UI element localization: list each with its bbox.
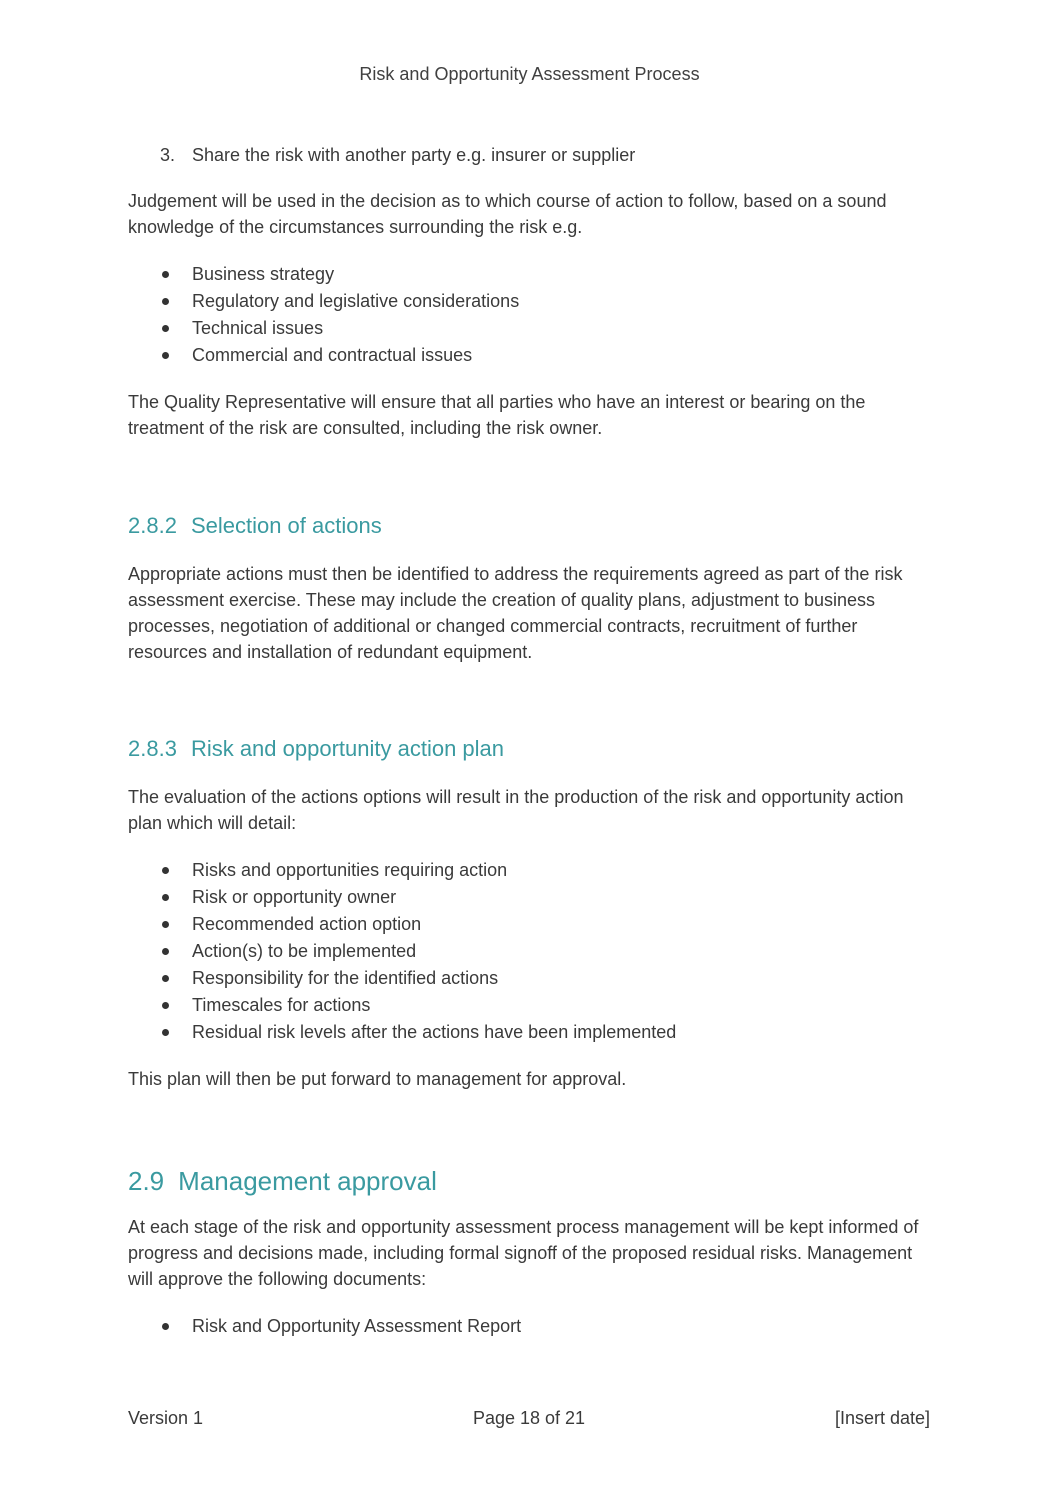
approval-intro-paragraph: This plan will then be put forward to management for approval. [128, 1069, 627, 1089]
bullet-icon [128, 342, 192, 369]
bullet-icon [128, 884, 192, 911]
heading-title: Management approval [178, 1166, 437, 1196]
footer-date: [Insert date] [834, 1408, 930, 1428]
action-plan-paragraph: The evaluation of the actions options will result in the production of the risk and opportunity action plan which will detail: [128, 787, 904, 833]
bullet-icon [128, 1313, 192, 1340]
list-item: Risks and opportunities requiring action [128, 857, 930, 884]
bullet-icon [128, 315, 192, 342]
list-item: Technical issues [128, 315, 930, 342]
bullet-icon [128, 992, 192, 1019]
list-item: Residual risk levels after the actions have been implemented [128, 1019, 930, 1046]
section-heading-2-8-3 [128, 734, 930, 764]
bullet-icon [128, 261, 192, 288]
judgement-paragraph: Judgement will be used in the decision as to which course of action to follow, based on a sound knowledge of the circumstances surrounding the risk e.g. [128, 191, 887, 237]
heading-title: Selection of actions [190, 513, 382, 538]
list-number: 3. [160, 145, 176, 165]
bullet-icon [128, 1019, 192, 1046]
heading-number: 2.8.2 [128, 513, 177, 538]
approval-documents-list [128, 1313, 930, 1340]
bullet-icon [128, 938, 192, 965]
list-item: Regulatory and legislative considerations [128, 288, 930, 315]
action-plan-list [128, 857, 930, 1046]
list-item: Business strategy [128, 261, 930, 288]
management-paragraph: At each stage of the risk and opportunity assessment process management will be kept informed of progress and decisions made, including formal signoff of the proposed residual risks. Management will approve the following documents: [128, 1217, 919, 1289]
quality-paragraph: The Quality Representative will ensure that all parties who have an interest or bearing on the treatment of the risk are consulted, including the risk owner. [128, 392, 866, 438]
footer-page-number: Page 18 of 21 [472, 1408, 586, 1428]
list-item: Timescales for actions [128, 992, 930, 1019]
page-content [128, 142, 930, 1340]
selection-paragraph: Appropriate actions must then be identified to address the requirements agreed as part of the risk assessment exercise. These may include the creation of quality plans, adjustment to business processes, negotiation of additional or changed commercial contracts, recruitment of further resources and installation of redundant equipment. [128, 564, 903, 662]
list-item: Action(s) to be implemented [128, 938, 930, 965]
list-item: Responsibility for the identified actions [128, 965, 930, 992]
section-heading-2-8-2 [128, 511, 930, 541]
page-footer [128, 1408, 930, 1436]
list-item-text: Share the risk with another party e.g. insurer or supplier [192, 145, 636, 165]
bullet-icon [128, 288, 192, 315]
list-item: Recommended action option [128, 911, 930, 938]
bullet-icon [128, 965, 192, 992]
document-title: Risk and Opportunity Assessment Process [359, 64, 700, 84]
bullet-icon [128, 857, 192, 884]
section-heading-2-9 [128, 1164, 930, 1198]
list-item: Risk or opportunity owner [128, 884, 930, 911]
considerations-list [128, 261, 930, 369]
numbered-list-item [160, 142, 930, 168]
heading-title: Risk and opportunity action plan [190, 736, 505, 761]
heading-number: 2.8.3 [128, 736, 177, 761]
bullet-icon [128, 911, 192, 938]
list-item: Risk and Opportunity Assessment Report [128, 1313, 930, 1340]
heading-number: 2.9 [128, 1166, 165, 1196]
footer-version: Version 1 [128, 1408, 204, 1428]
page-header [0, 64, 1059, 85]
list-item: Commercial and contractual issues [128, 342, 930, 369]
